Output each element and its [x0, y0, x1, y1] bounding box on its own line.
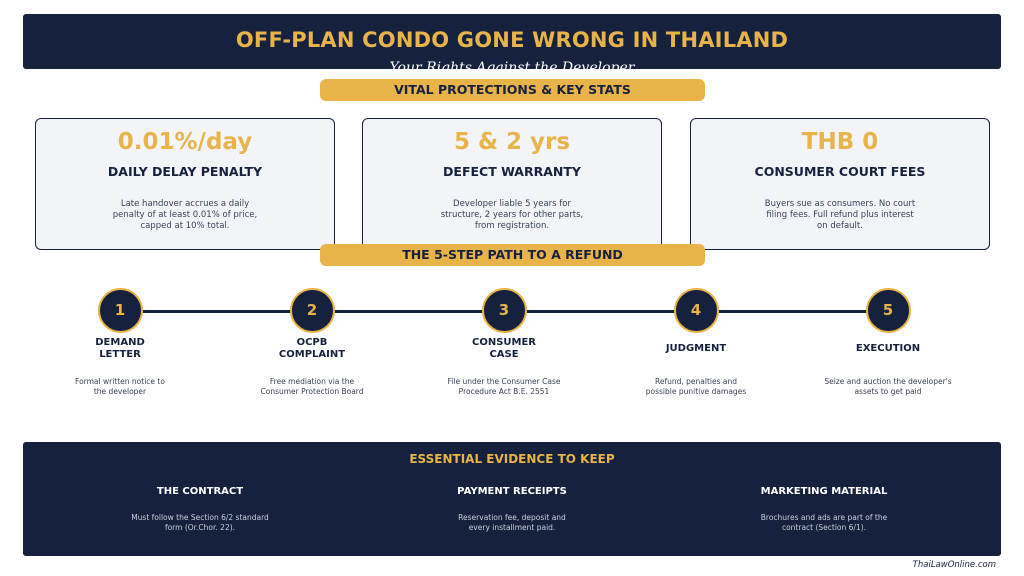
- evidence-title: THE CONTRACT: [156, 486, 244, 497]
- stat-card-court-fees: [690, 118, 990, 250]
- stat-label: DEFECT WARRANTY: [443, 164, 581, 179]
- stat-description: Developer liable 5 years for structure, 2 years for other parts, from registration.: [440, 199, 584, 231]
- evidence-heading: ESSENTIAL EVIDENCE TO KEEP: [409, 452, 615, 466]
- step-title-text: DEMAND LETTER: [95, 337, 145, 360]
- footer-site-link: ThaiLawOnline.com: [912, 560, 996, 570]
- stat-description: Buyers sue as consumers. No court filing fees. Full refund plus interest on default.: [764, 199, 916, 231]
- step-number-badge: 4: [674, 288, 719, 333]
- step-title: [227, 337, 397, 361]
- step-title-text: JUDGMENT: [665, 343, 727, 354]
- stat-card-delay-penalty: [35, 118, 335, 250]
- step-description: [227, 377, 397, 397]
- evidence-title: MARKETING MATERIAL: [760, 486, 888, 497]
- step-description-text: Formal written notice to the developer: [75, 377, 165, 396]
- step-description: [611, 377, 781, 397]
- step-title-text: OCPB COMPLAINT: [278, 337, 346, 360]
- evidence-item-marketing-material: [674, 485, 974, 533]
- step-title-text: EXECUTION: [855, 343, 921, 354]
- step-title: [35, 337, 205, 361]
- evidence-title: PAYMENT RECEIPTS: [457, 486, 567, 497]
- evidence-item-contract: [50, 485, 350, 533]
- step-number-badge: 3: [482, 288, 527, 333]
- stat-label: DAILY DELAY PENALTY: [107, 164, 263, 179]
- protections-heading: VITAL PROTECTIONS & KEY STATS: [320, 79, 705, 101]
- evidence-description: Brochures and ads are part of the contract (Section 6/1).: [760, 513, 888, 532]
- step-consumer-case: [419, 288, 589, 396]
- stat-value: THB 0: [801, 129, 879, 155]
- step-description: [35, 377, 205, 397]
- evidence-item-payment-receipts: [362, 485, 662, 533]
- step-demand-letter: [35, 288, 205, 396]
- header-banner: [23, 14, 1001, 76]
- step-description: [419, 377, 589, 397]
- page-title: OFF-PLAN CONDO GONE WRONG IN THAILAND: [235, 28, 789, 52]
- step-title: [803, 337, 973, 361]
- stat-value: 5 & 2 yrs: [453, 129, 571, 155]
- step-description-text: File under the Consumer Case Procedure Act B.E. 2551: [447, 377, 561, 396]
- evidence-panel: [23, 442, 1001, 556]
- step-ocpb-complaint: [227, 288, 397, 396]
- stat-card-defect-warranty: [362, 118, 662, 250]
- step-description: [803, 377, 973, 397]
- stat-description: Late handover accrues a daily penalty of at least 0.01% of price, capped at 10% total.: [112, 199, 258, 231]
- step-description-text: Refund, penalties and possible punitive damages: [645, 377, 747, 396]
- step-title: [419, 337, 589, 361]
- step-number-badge: 5: [866, 288, 911, 333]
- stat-value: 0.01%/day: [117, 129, 253, 155]
- step-number-badge: 2: [290, 288, 335, 333]
- evidence-description: Must follow the Section 6/2 standard form (Or.Chor. 22).: [131, 513, 269, 532]
- step-title: [611, 337, 781, 361]
- refund-path-heading: THE 5-STEP PATH TO A REFUND: [320, 244, 705, 266]
- step-execution: [803, 288, 973, 396]
- page-subtitle: Your Rights Against the Developer: [389, 60, 635, 76]
- step-judgment: [611, 288, 781, 396]
- step-description-text: Seize and auction the developer's assets to get paid: [824, 377, 952, 396]
- stat-label: CONSUMER COURT FEES: [754, 164, 926, 179]
- evidence-description: Reservation fee, deposit and every installment paid.: [458, 513, 566, 532]
- step-number-badge: 1: [98, 288, 143, 333]
- step-description-text: Free mediation via the Consumer Protection Board: [260, 377, 364, 396]
- step-title-text: CONSUMER CASE: [471, 337, 536, 360]
